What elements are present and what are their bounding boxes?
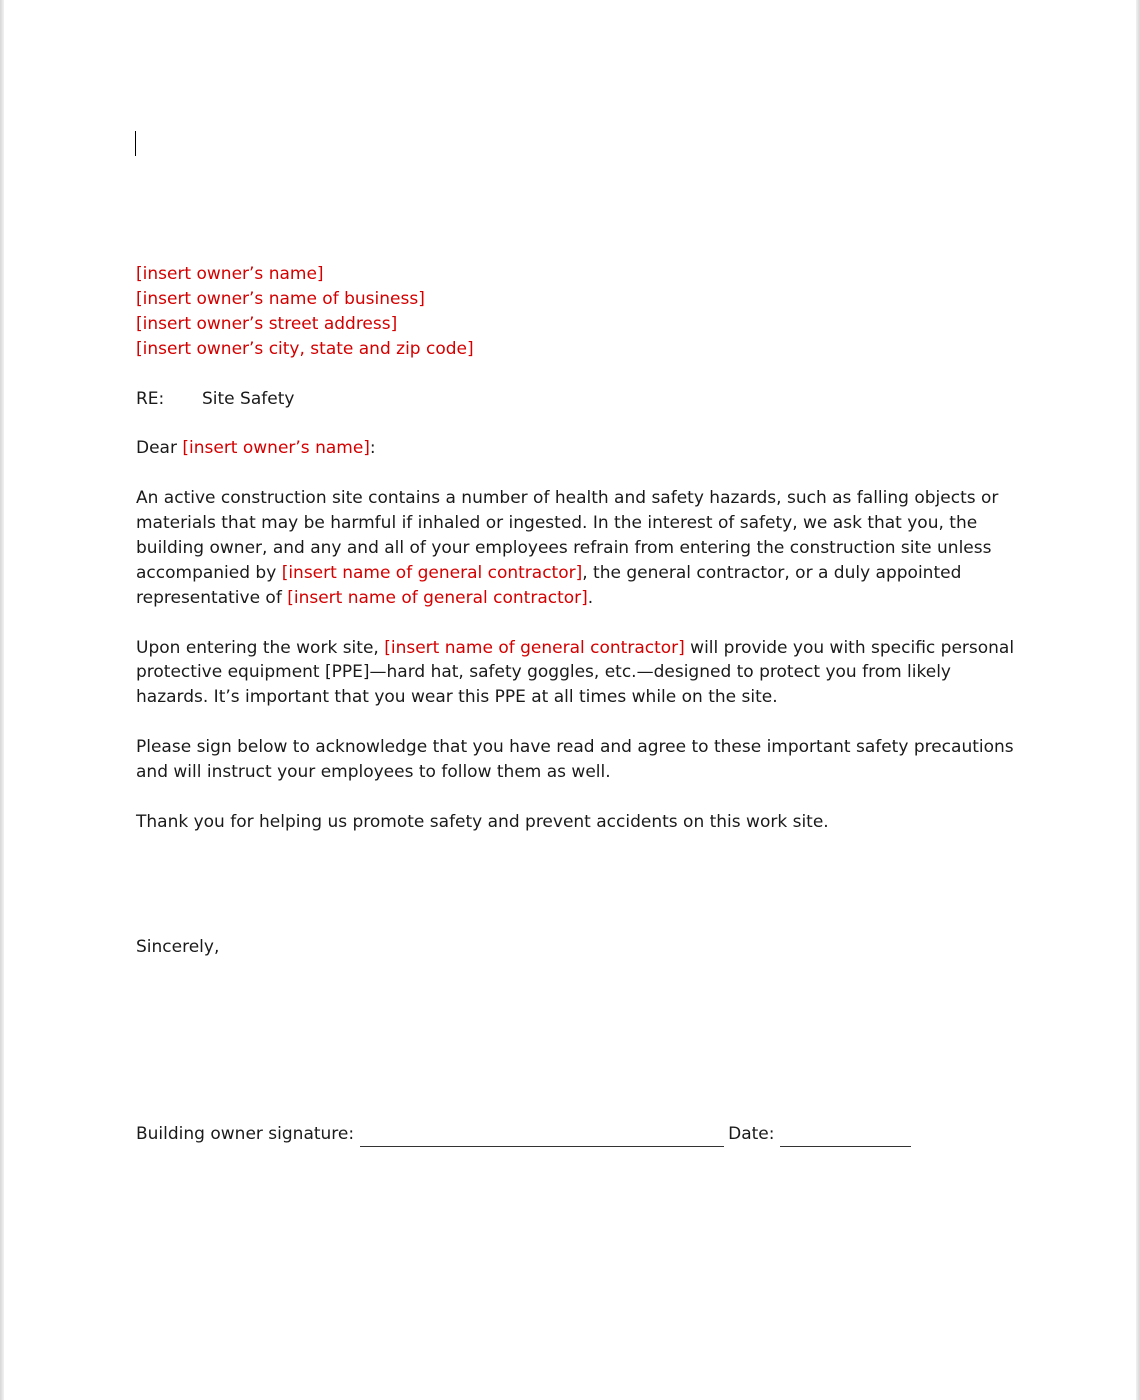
page-edge-left xyxy=(0,0,4,1400)
paragraph-acknowledge: Please sign below to acknowledge that you have read and agree to these important safety precautions and will instruct your employees to follow them as well. xyxy=(136,737,1014,783)
text-cursor xyxy=(135,131,136,156)
address-line-street: [insert owner’s street address] xyxy=(136,313,398,334)
para1-text-3: . xyxy=(587,587,594,608)
salutation-name: [insert owner’s name] xyxy=(182,438,370,459)
para1-contractor-1: [insert name of general contractor] xyxy=(281,562,583,583)
paragraph-thank-you: Thank you for helping us promote safety and prevent accidents on this work site. xyxy=(136,811,829,832)
re-subject: Site Safety xyxy=(202,388,295,409)
signature-row xyxy=(136,1122,1016,1147)
signature-label: Building owner signature: xyxy=(136,1123,355,1144)
address-line-business: [insert owner’s name of business] xyxy=(136,288,425,309)
salutation xyxy=(136,436,1016,461)
para1-contractor-2: [insert name of general contractor] xyxy=(287,587,588,608)
para1-text-2: , the general contractor, or a duly appointed representative of xyxy=(136,562,962,608)
address-line-owner-name: [insert owner’s name] xyxy=(136,264,324,284)
para1-text-1: An active construction site contains a number of health and safety hazards, such as falling objects or materials that may be harmful if inhaled or ingested. In the interest of safety, we ask that you, the building owner, and any and all of your employees refrain from entering the construction site unless accompanied by xyxy=(136,488,999,583)
salutation-colon: : xyxy=(369,438,376,459)
page-edge-right xyxy=(1136,0,1140,1400)
recipient-address-block xyxy=(136,262,1016,362)
signature-line[interactable] xyxy=(360,1128,724,1147)
para2-contractor: [insert name of general contractor] xyxy=(384,637,685,658)
closing: Sincerely, xyxy=(136,936,220,957)
paragraph-ppe xyxy=(136,636,1016,711)
date-line[interactable] xyxy=(780,1128,911,1147)
date-label: Date: xyxy=(728,1123,775,1144)
address-line-city: [insert owner’s city, state and zip code] xyxy=(136,338,474,359)
para2-text-2: will provide you with specific personal protective equipment [PPE]—hard hat, safety goggles, etc.—designed to protect you from likely hazards. It’s important that you wear this PPE at all times while on the site. xyxy=(136,637,1015,708)
paragraph-site-hazards xyxy=(136,486,1016,611)
letter-body[interactable] xyxy=(136,262,1016,1147)
re-line xyxy=(136,387,1016,412)
salutation-dear: Dear xyxy=(136,438,183,459)
re-label: RE: xyxy=(136,388,165,409)
para2-text-1: Upon entering the work site, xyxy=(136,637,385,658)
